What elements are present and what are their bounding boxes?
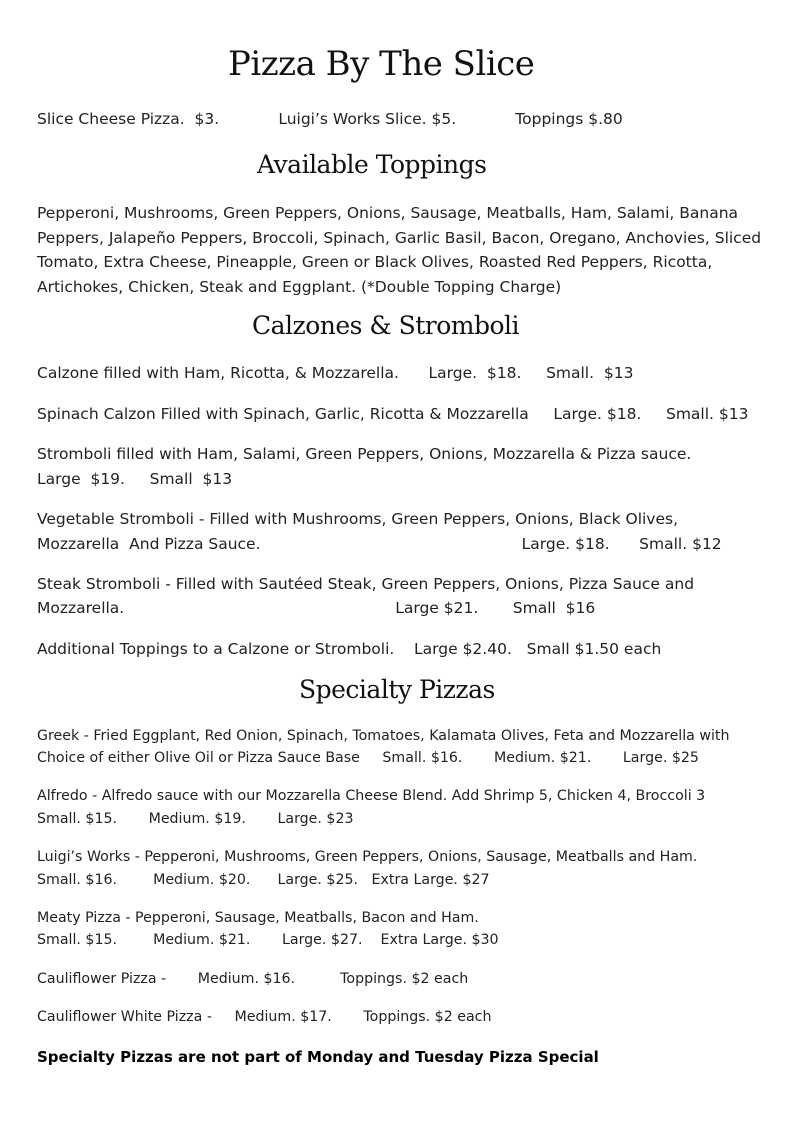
spinach-calzone-item: Spinach Calzon Filled with Spinach, Garlic, Ricotta & Mozzarella Large. $18. Small. $13 <box>37 405 749 423</box>
calzones-heading: Calzones & Stromboli <box>252 311 520 340</box>
steak-stromboli-item-prices: Mozzarella. Large $21. Small $16 <box>37 599 596 617</box>
greek-pizza-item: Greek - Fried Eggplant, Red Onion, Spinach, Tomatoes, Kalamata Olives, Feta and Mozzarella with <box>37 728 730 744</box>
steak-stromboli-item: Steak Stromboli - Filled with Sautéed Steak, Green Peppers, Onions, Pizza Sauce and <box>37 575 695 593</box>
meaty-pizza-item: Meaty Pizza - Pepperoni, Sausage, Meatballs, Bacon and Ham. <box>37 910 479 926</box>
toppings-heading: Available Toppings <box>257 150 487 179</box>
specialty-heading: Specialty Pizzas <box>299 675 495 704</box>
stromboli-item: Stromboli filled with Ham, Salami, Green Peppers, Onions, Mozzarella & Pizza sauce. <box>37 445 692 463</box>
cauliflower-pizza-item: Cauliflower Pizza - Medium. $16. Toppings. $2 each <box>37 971 469 987</box>
greek-pizza-item-prices: Choice of either Olive Oil or Pizza Sauce Base Small. $16. Medium. $21. Large. $25 <box>37 750 699 766</box>
alfredo-pizza-item-prices: Small. $15. Medium. $19. Large. $23 <box>37 811 354 827</box>
vegetable-stromboli-item: Vegetable Stromboli - Filled with Mushrooms, Green Peppers, Onions, Black Olives, <box>37 510 679 528</box>
alfredo-pizza-item: Alfredo - Alfredo sauce with our Mozzarella Cheese Blend. Add Shrimp 5, Chicken 4, Broccoli 3 <box>37 788 706 804</box>
meaty-pizza-item-prices: Small. $15. Medium. $21. Large. $27. Extra Large. $30 <box>37 932 499 948</box>
vegetable-stromboli-item-prices: Mozzarella And Pizza Sauce. Large. $18. Small. $12 <box>37 535 722 553</box>
cauliflower-white-pizza-item: Cauliflower White Pizza - Medium. $17. Toppings. $2 each <box>37 1009 492 1025</box>
luigis-works-item: Luigi’s Works - Pepperoni, Mushrooms, Green Peppers, Onions, Sausage, Meatballs and Ham. <box>37 849 698 865</box>
additional-toppings-item: Additional Toppings to a Calzone or Stromboli. Large $2.40. Small $1.50 each <box>37 640 662 658</box>
toppings-list: Pepperoni, Mushrooms, Green Peppers, Onions, Sausage, Meatballs, Ham, Salami, Banana Peppers, Jalapeño Peppers, Broccoli, Spinach, Garlic Basil, Bacon, Oregano, Anchovies, Sliced Tomato, Extra Cheese, Pineapple, Green or Black Olives, Roasted Red Peppers, Ricotta, Artichokes, Chicken, Steak and Eggplant. (*Double Topping Charge) <box>37 204 762 296</box>
luigis-works-item-prices: Small. $16. Medium. $20. Large. $25. Extra Large. $27 <box>37 872 490 888</box>
stromboli-item-prices: Large $19. Small $13 <box>37 470 233 488</box>
calzone-item: Calzone filled with Ham, Ricotta, & Mozzarella. Large. $18. Small. $13 <box>37 364 634 382</box>
specialty-note: Specialty Pizzas are not part of Monday and Tuesday Pizza Special <box>37 1048 599 1066</box>
slice-prices: Slice Cheese Pizza. $3. Luigi’s Works Slice. $5. Toppings $.80 <box>37 110 623 128</box>
page-title: Pizza By The Slice <box>228 44 535 84</box>
